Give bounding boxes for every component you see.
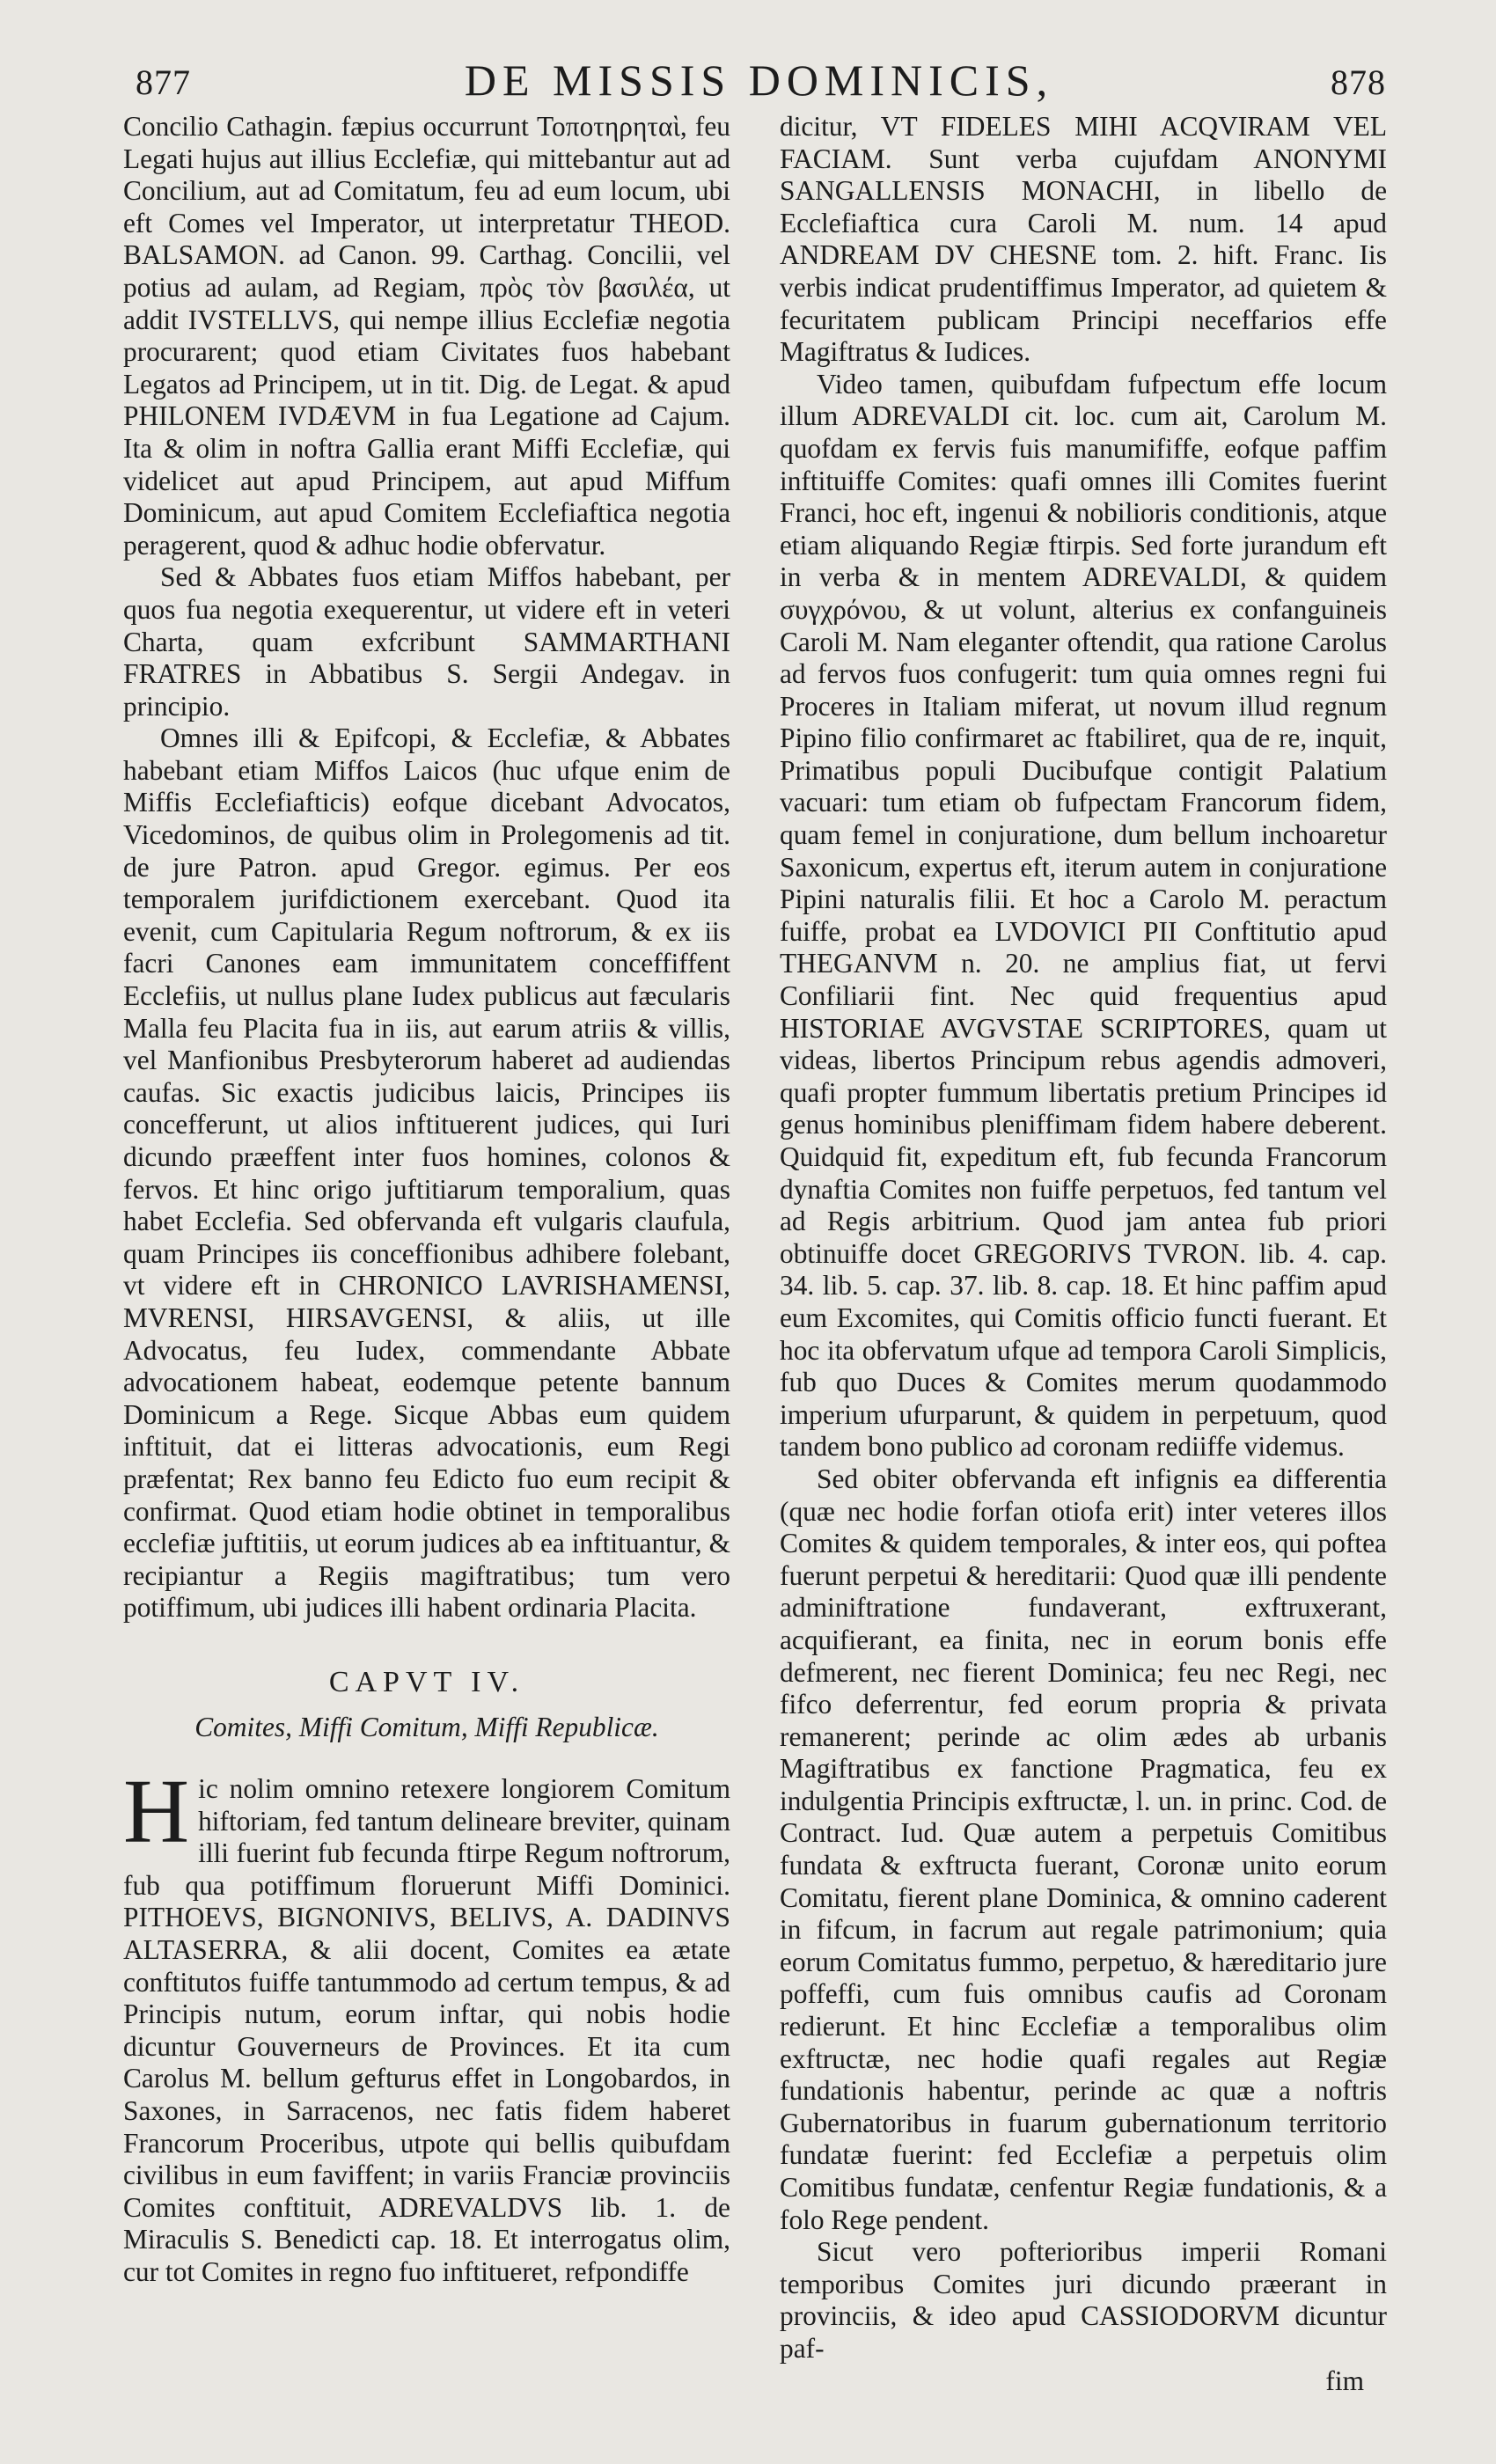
paragraph [123, 1761, 730, 2289]
paragraph: Concilio Cathagin. fæpius occurrunt Τοποτηρηταὶ, feu Legati hujus aut illius Ecclefiæ, qui mittebantur aut ad Concilium, aut ad Comitatum, feu ad eum locum, ubi eft Comes vel Imperator, ut interpretatur THEOD. BALSAMON. ad Canon. 99. Carthag. Concilii, vel potius ad aulam, ad Regiam, πρὸς τὸν βασιλέα, ut addit IVSTELLVS, qui nempe illius Ecclefiæ negotia procurarent; quod etiam Civitates fuos habebant Legatos ad Principem, ut in tit. Dig. de Legat. & apud PHILONEM IVDÆVM in fua Legatione ad Cajum. Ita & olim in noftra Gallia erant Miffi Ecclefiæ, qui videlicet aut apud Principem, aut apud Miffum Dominicum, aut apud Comitem Ecclefiaftica negotia peragerent, quod & adhuc hodie obfervatur. [123, 111, 730, 561]
drop-cap: H [123, 1761, 190, 1863]
chapter-heading: CAPVT IV. [328, 1665, 525, 1698]
paragraph-text: ic nolim omnino retexere longiorem Comitum hiftoriam, fed tantum delineare breviter, quinam illi fuerint fub fecunda ftirpe Regum noftrorum, fub qua potiffimum floruerunt Miffi Dominici. PITHOEVS, BIGNONIVS, BELIVS, A. DADINVS ALTASERRA, & alii docent, Comites ea ætate conftitutos fuiffe tantummodo ad certum tempus, & ad Principis nutum, eorum inftar, qui nobis hodie dicuntur Gouverneurs de Provinces. Et ita cum Carolus M. bellum gefturus effet in Longobardos, in Saxones, in Sarracenos, nec fatis fidem haberet Francorum Proceribus, utpote qui bellis quibufdam civilibus in eum faviffent; in variis Franciæ provinciis Comites conftituit, ADREVALDVS lib. 1. de Miraculis S. Benedicti cap. 18. Et interrogatus olim, cur tot Comites in regno fuo inftitueret, refpondiffe [123, 1773, 730, 2287]
page-number-right: 878 [1331, 62, 1386, 102]
page-number-left: 877 [136, 62, 191, 102]
catchword: fim [1325, 2365, 1364, 2396]
paragraph: Video tamen, quibufdam fufpectum effe locum illum ADREVALDI cit. loc. cum ait, Carolum M. quofdam ex fervis fuis manumififfe, eofque paffim inftituiffe Comites: quafi omnes illi Comites fuerint Franci, hoc eft, ingenui & nobilioris conditionis, atque etiam aliquando Regiæ ftirpis. Sed forte jurandum eft in verba & in mentem ADREVALDI, & quidem συγχρόνου, & ut volunt, alterius ex confanguineis Caroli M. Nam eleganter oftendit, qua ratione Carolus ad fervos fuos confugerit: tum quia omnes regni fui Proceres in Italiam miferat, ut novum illud regnum Pipino filio confirmaret ac ftabiliret, qua de re, inquit, Primatibus populi Ducibufque contigit Palatium vacuari: tum etiam ob fufpectam Francorum fidem, quam femel in conjuratione, dum bellum inchoaretur Saxonicum, expertus eft, iterum autem in conjuratione Pipini naturalis filii. Et hoc a Carolo M. peractum fuiffe, probat ea LVDOVICI PII Conftitutio apud THEGANVM n. 20. ne amplius fiat, ut fervi Confiliarii fint. Nec quid frequentius apud HISTORIAE AVGVSTAE SCRIPTORES, quam ut videas, libertos Principum rebus agendis admoveri, quafi propter fummum libertatis pretium Principes id genus hominibus pleniffimam fidem habere deberent. Quidquid fit, expeditum eft, fub fecunda Francorum dynaftia Comites non fuiffe perpetuos, fed tantum vel ad Regis arbitrium. Quod jam antea fub priori obtinuiffe docet GREGORIVS TVRON. lib. 4. cap. 34. lib. 5. cap. 37. lib. 8. cap. 18. Et hinc paffim apud eum Excomites, qui Comitis officio functi fuerant. Et hoc ita obfervatum ufque ad tempora Caroli Simplicis, fub quo Duces & Comites merum quodammodo imperium ufurparunt, & quidem in perpetuum, quod tandem bono publico ad coronam rediiffe videmus. [780, 368, 1387, 1463]
text-columns [123, 111, 1395, 2397]
page-header [123, 55, 1395, 106]
paragraph: Omnes illi & Epifcopi, & Ecclefiæ, & Abbates habebant etiam Miffos Laicos (huc ufque enim de Miffis Ecclefiafticis) eofque dicebant Advocatos, Vicedominos, de quibus olim in Prolegomenis ad tit. de jure Patron. apud Gregor. egimus. Per eos temporalem jurifdictionem exercebant. Quod ita evenit, cum Capitularia Regum noftrorum, & ex iis facri Canones eam immunitatem conceffiffent Ecclefiis, ut nullus plane Iudex publicus aut fæcularis Malla feu Placita fua in iis, aut earum atriis & villis, vel Manfionibus Presbyterorum haberet ad audiendas caufas. Sic exactis judicibus laicis, Principes iis concefferunt, ut alios inftituerent judices, qui Iuri dicundo præeffent inter fuos homines, colonos & fervos. Et hinc origo juftitiarum temporalium, quas habet Ecclefia. Sed obfervanda eft vulgaris claufula, quam Principes iis conceffionibus adhibere folebant, vt videre eft in CHRONICO LAVRISHAMENSI, MVRENSI, HIRSAVGENSI, & aliis, ut ille Advocatus, feu Iudex, commendante Abbate advocationem habeat, eodemque petente bannum Dominicum a Rege. Sicque Abbas eum quidem inftituit, dat ei litteras advocationis, eum Regi præfentat; Rex banno feu Edicto fuo eum recipit & confirmat. Quod etiam hodie obtinet in temporalibus ecclefiæ juftitiis, ut eorum judices ab ea inftituantur, & recipiantur a Regiis magiftratibus; tum vero potiffimum, ubi judices illi habent ordinaria Placita. [123, 722, 730, 1624]
running-title: DE MISSIS DOMINICIS, [464, 55, 1054, 105]
chapter-subtitle: Comites, Miffi Comitum, Miffi Republicæ. [194, 1711, 659, 1742]
left-column [123, 111, 730, 2397]
paragraph: Sed obiter obfervanda eft infignis ea differentia (quæ nec hodie forfan otiofa erit) inter veteres illos Comites & quidem temporales, & inter eos, qui poftea fuerunt perpetui & hereditarii: Quod quæ illi pendente adminiftratione fundaverant, exftruxerant, acquifierant, ea finita, nec in eorum bonis effe defmerent, nec fierent Dominica; feu nec Regi, nec fifco deferrentur, fed eorum propria & privata remanerent; perinde ac olim ædes ab urbanis Magiftratibus ex fanctione Pragmatica, feu ex indulgentia Principis exftructæ, l. un. in princ. Cod. de Contract. Iud. Quæ autem a perpetuis Comitibus fundata & exftructa fuerant, Coronæ unito eorum Comitatu, fierent plane Dominica, & omnino caderent in fifcum, in facrum aut regale patrimonium; quia eorum Comitatus fummo, perpetuo, & hæreditario jure poffeffi, cum fuis omnibus caufis ad Coronam redierunt. Et hinc Ecclefiæ a temporalibus olim exftructæ, nec hodie quafi regales aut Regiæ fundationis habentur, perinde ac quæ a noftris Gubernatoribus in fuarum gubernationum territorio fundatæ fuerint: fed Ecclefiæ a perpetuis olim Comitibus fundatæ, cenfentur Regiæ fundationis, & a folo Rege pendent. [780, 1463, 1387, 2235]
paragraph: Sicut vero pofterioribus imperii Romani temporibus Comites juri dicundo præerant in provinciis, & ideo apud CASSIODORVM dicuntur paf- [780, 2236, 1387, 2364]
right-column [780, 111, 1387, 2397]
paragraph: dicitur, VT FIDELES MIHI ACQVIRAM VEL FACIAM. Sunt verba cujufdam ANONYMI SANGALLENSIS MONACHI, in libello de Ecclefiaftica cura Caroli M. num. 14 apud ANDREAM DV CHESNE tom. 2. hift. Franc. Iis verbis indicat prudentiffimus Imperator, ad quietem & fecuritatem publicam Principi neceffarios effe Magiftratus & Iudices. [780, 111, 1387, 368]
paragraph: Sed & Abbates fuos etiam Miffos habebant, per quos fua negotia exequerentur, ut videre eft in veteri Charta, quam exfcribunt SAMMARTHANI FRATRES in Abbatibus S. Sergii Andegav. in principio. [123, 561, 730, 722]
